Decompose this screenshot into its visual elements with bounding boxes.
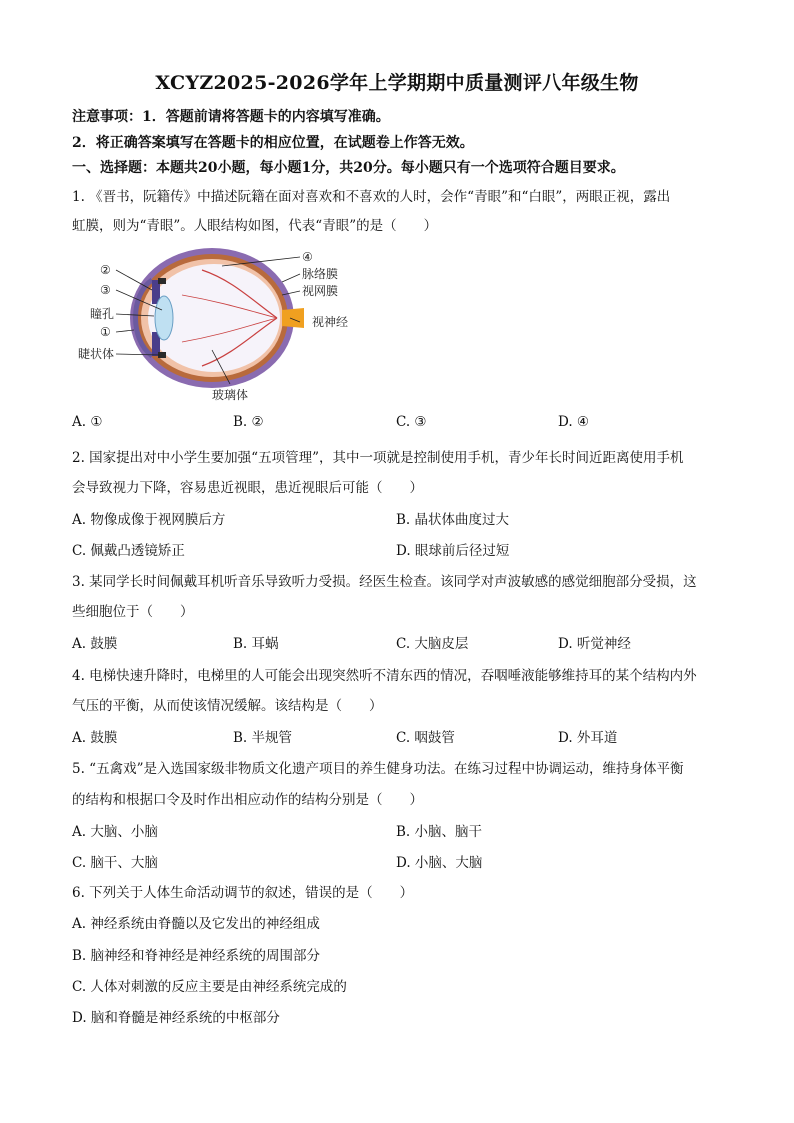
label-ciliary: 睫状体 — [78, 347, 115, 361]
ciliary-upper — [158, 278, 166, 284]
eye-structure-figure — [72, 240, 372, 405]
q4-option-d: D. 外耳道 — [558, 730, 618, 746]
question-5-line-2: 的结构和根据口令及时作出相应动作的结构分别是（ ） — [72, 792, 423, 808]
q5-option-d: D. 小脑、大脑 — [396, 855, 483, 871]
q5-option-c: C. 脑干、大脑 — [72, 855, 158, 871]
label-retina: 视网膜 — [302, 284, 339, 298]
optic-nerve — [282, 308, 304, 328]
q2-option-d: D. 眼球前后径过短 — [396, 543, 510, 559]
notes-line-2: 2．将正确答案填写在答题卡的相应位置，在试题卷上作答无效。 — [72, 135, 474, 151]
label-4: ④ — [302, 250, 313, 264]
question-3-line-1: 3. 某同学长时间佩戴耳机听音乐导致听力受损。经医生检查。该同学对声波敏感的感觉细胞部分受损，这 — [72, 574, 697, 590]
label-vitreous: 玻璃体 — [212, 388, 249, 402]
q2-option-b: B. 晶状体曲度过大 — [396, 512, 510, 528]
lens — [155, 296, 173, 340]
page-title: XCYZ2025-2026学年上学期期中质量测评八年级生物 — [155, 72, 639, 94]
q3-option-a: A. 鼓膜 — [72, 636, 118, 652]
question-1-line-1: 1. 《晋书，阮籍传》中描述阮籍在面对喜欢和不喜欢的人时，会作“青眼”和“白眼”，两眼正视，露出 — [72, 189, 671, 205]
q3-option-b: B. 耳蜗 — [233, 636, 279, 652]
q1-option-b: B. ② — [233, 414, 264, 430]
section-heading: 一、选择题：本题共20小题，每小题1分，共20分。每小题只有一个选项符合题目要求。 — [72, 160, 625, 176]
q6-option-b: B. 脑神经和脊神经是神经系统的周围部分 — [72, 948, 321, 964]
question-2-line-2: 会导致视力下降，容易患近视眼，患近视眼后可能（ ） — [72, 480, 423, 496]
question-6-line-1: 6. 下列关于人体生命活动调节的叙述，错误的是（ ） — [72, 885, 414, 901]
q1-option-c: C. ③ — [396, 414, 427, 430]
q3-option-d: D. 听觉神经 — [558, 636, 631, 652]
q2-option-a: A. 物像成像于视网膜后方 — [72, 512, 226, 528]
q6-option-a: A. 神经系统由脊髓以及它发出的神经组成 — [72, 916, 320, 932]
q6-option-c: C. 人体对刺激的反应主要是由神经系统完成的 — [72, 979, 347, 995]
question-2-line-1: 2. 国家提出对中小学生要加强“五项管理”，其中一项就是控制使用手机，青少年长时间近距离使用手机 — [72, 450, 684, 466]
q5-option-b: B. 小脑、脑干 — [396, 824, 483, 840]
label-3: ③ — [100, 283, 111, 297]
notes-line-1: 注意事项：1．答题前请将答题卡的内容填写准确。 — [72, 109, 390, 125]
q1-option-d: D. ④ — [558, 414, 590, 430]
q5-option-a: A. 大脑、小脑 — [72, 824, 158, 840]
q3-option-c: C. 大脑皮层 — [396, 636, 469, 652]
label-1: ① — [100, 325, 111, 339]
question-3-line-2: 些细胞位于（ ） — [72, 604, 194, 620]
q4-option-a: A. 鼓膜 — [72, 730, 118, 746]
q1-option-a: A. ① — [72, 414, 103, 430]
q4-option-c: C. 咽鼓管 — [396, 730, 455, 746]
question-4-line-1: 4. 电梯快速升降时，电梯里的人可能会出现突然听不清东西的情况，吞咽唾液能够维持耳的某个结构内外 — [72, 668, 697, 684]
question-5-line-1: 5. “五禽戏”是入选国家级非物质文化遗产项目的养生健身功法。在练习过程中协调运动，维持身体平衡 — [72, 761, 684, 777]
label-pupil: 瞳孔 — [90, 307, 115, 321]
question-4-line-2: 气压的平衡，从而使该情况缓解。该结构是（ ） — [72, 698, 383, 714]
label-2: ② — [100, 263, 111, 277]
label-optic-nerve: 视神经 — [312, 315, 349, 329]
q2-option-c: C. 佩戴凸透镜矫正 — [72, 543, 185, 559]
question-1-line-2: 虹膜，则为“青眼”。人眼结构如图，代表“青眼”的是（ ） — [72, 218, 438, 234]
label-choroid: 脉络膜 — [302, 267, 339, 281]
q6-option-d: D. 脑和脊髓是神经系统的中枢部分 — [72, 1010, 280, 1026]
q4-option-b: B. 半规管 — [233, 730, 293, 746]
